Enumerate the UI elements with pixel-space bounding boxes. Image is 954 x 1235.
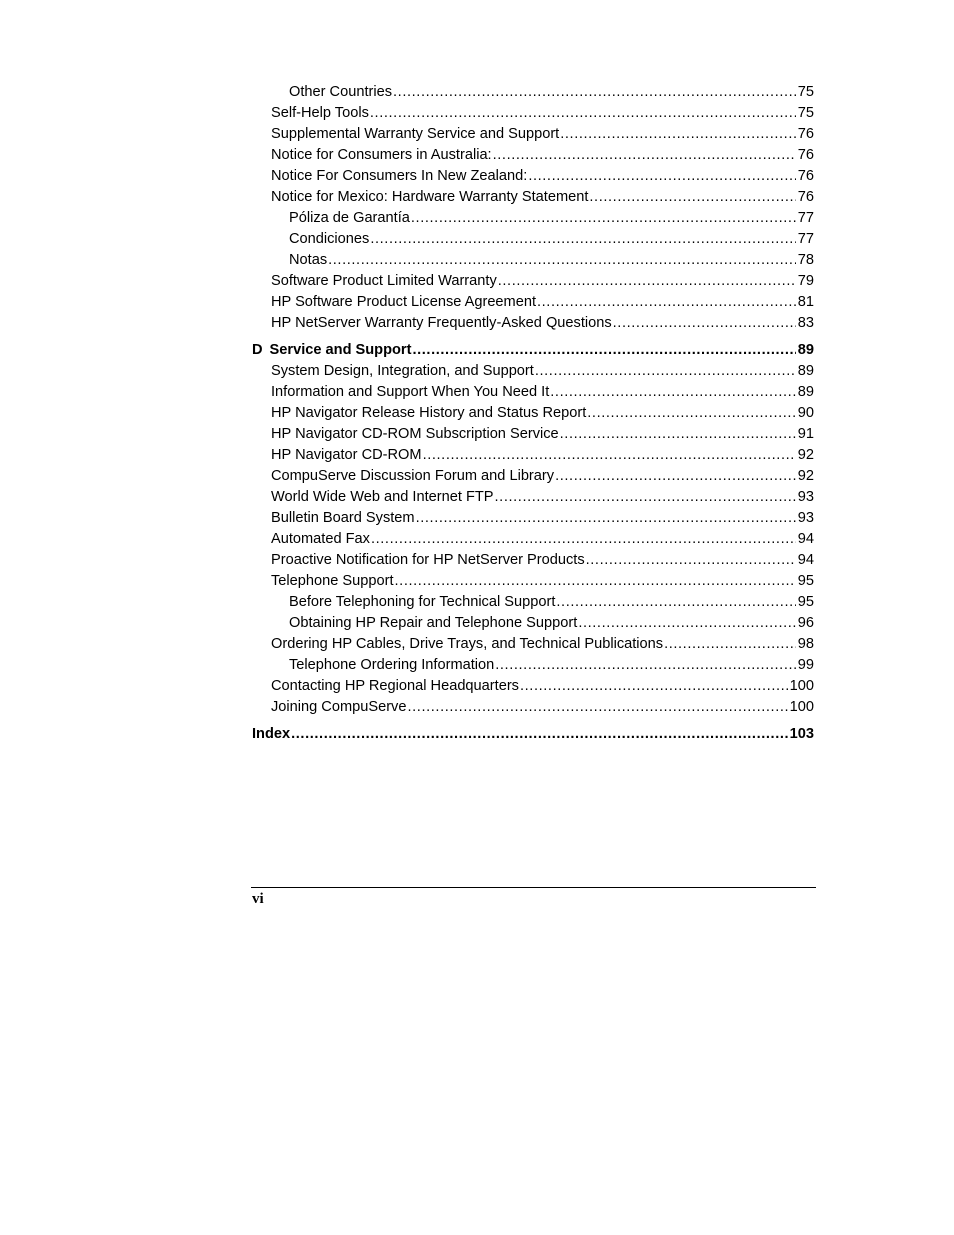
toc-entry[interactable] (252, 361, 814, 382)
toc-page-number: 98 (797, 636, 814, 652)
toc-page-number: 93 (797, 510, 814, 526)
dot-leader (589, 187, 795, 208)
toc-entry-title: Notas (289, 252, 328, 268)
toc-page-number: 103 (789, 726, 814, 742)
toc-entry-title: Software Product Limited Warranty (271, 273, 497, 289)
toc-page-number: 93 (797, 489, 814, 505)
dot-leader (550, 382, 795, 403)
toc-page-number: 77 (797, 231, 814, 247)
toc-entry[interactable] (252, 382, 814, 403)
dot-leader (423, 445, 796, 466)
toc-entry[interactable] (252, 82, 814, 103)
dot-leader (556, 592, 795, 613)
toc-page-number: 76 (797, 189, 814, 205)
dot-leader (664, 634, 796, 655)
dot-leader (416, 508, 796, 529)
toc-entry-title: HP Navigator CD-ROM (271, 447, 422, 463)
toc-entry[interactable] (252, 313, 814, 334)
dot-leader (370, 103, 796, 124)
toc-entry-title: Before Telephoning for Technical Support (289, 594, 556, 610)
toc-entry[interactable] (252, 145, 814, 166)
dot-leader (586, 550, 796, 571)
toc-entry[interactable] (252, 424, 814, 445)
dot-leader (407, 697, 787, 718)
toc-entry-title: Other Countries (289, 84, 393, 100)
toc-entry[interactable] (252, 655, 814, 676)
toc-page-number: 76 (797, 168, 814, 184)
toc-entry-title: Bulletin Board System (271, 510, 415, 526)
toc-page-number: 75 (797, 84, 814, 100)
toc-entry[interactable] (252, 166, 814, 187)
toc-page-number: 94 (797, 531, 814, 547)
toc-entry[interactable] (252, 508, 814, 529)
toc-entry-title: Index (252, 726, 291, 742)
dot-leader (291, 724, 788, 745)
toc-entry-title: Automated Fax (271, 531, 370, 547)
toc-page-number: 89 (797, 363, 814, 379)
toc-entry-title: Ordering HP Cables, Drive Trays, and Technical Publications (271, 636, 664, 652)
toc-entry[interactable] (252, 271, 814, 292)
toc-entry[interactable] (252, 592, 814, 613)
toc-entry[interactable] (252, 550, 814, 571)
dot-leader (411, 208, 796, 229)
toc-chapter-entry[interactable] (252, 340, 814, 361)
toc-entry[interactable] (252, 229, 814, 250)
toc-page-number: 79 (797, 273, 814, 289)
toc-entry[interactable] (252, 697, 814, 718)
toc-page-number: 76 (797, 147, 814, 163)
toc-entry-title: World Wide Web and Internet FTP (271, 489, 494, 505)
toc-page-number: 76 (797, 126, 814, 142)
toc-entry-title: Contacting HP Regional Headquarters (271, 678, 519, 694)
dot-leader (495, 655, 796, 676)
dot-leader (412, 340, 795, 361)
toc-entry-title: Notice for Consumers in Australia: (271, 147, 492, 163)
toc-page-number: 96 (797, 615, 814, 631)
toc-page-number: 91 (797, 426, 814, 442)
toc-page-number: 100 (789, 678, 814, 694)
toc-entry-title: HP Navigator CD-ROM Subscription Service (271, 426, 559, 442)
toc-page-number: 100 (789, 699, 814, 715)
dot-leader (493, 145, 796, 166)
toc-entry[interactable] (252, 529, 814, 550)
toc-entry[interactable] (252, 292, 814, 313)
dot-leader (393, 82, 796, 103)
toc-entry[interactable] (252, 445, 814, 466)
toc-chapter-letter: D (252, 342, 263, 358)
dot-leader (555, 466, 796, 487)
dot-leader (560, 424, 796, 445)
toc-entry[interactable] (252, 103, 814, 124)
toc-entry-title: Service and Support (269, 342, 412, 358)
page-number: vi (252, 891, 264, 907)
toc-page-number: 89 (797, 384, 814, 400)
toc-entry[interactable] (252, 208, 814, 229)
toc-entry[interactable] (252, 250, 814, 271)
dot-leader (578, 613, 795, 634)
toc-page-number: 90 (797, 405, 814, 421)
dot-leader (371, 529, 796, 550)
toc-entry-title: Póliza de Garantía (289, 210, 410, 226)
dot-leader (370, 229, 795, 250)
toc-entry-title: Joining CompuServe (271, 699, 407, 715)
toc-entry[interactable] (252, 634, 814, 655)
toc-entry[interactable] (252, 613, 814, 634)
dot-leader (613, 313, 796, 334)
toc-page-number: 75 (797, 105, 814, 121)
toc-page-number: 92 (797, 447, 814, 463)
toc-entry-title: HP Navigator Release History and Status Report (271, 405, 587, 421)
toc-entry-title: Condiciones (289, 231, 370, 247)
dot-leader (528, 166, 795, 187)
toc-entry[interactable] (252, 571, 814, 592)
dot-leader (498, 271, 796, 292)
dot-leader (395, 571, 796, 592)
table-of-contents (252, 82, 814, 745)
toc-entry[interactable] (252, 676, 814, 697)
dot-leader (537, 292, 796, 313)
toc-page-number: 95 (797, 573, 814, 589)
toc-entry-title: Proactive Notification for HP NetServer Products (271, 552, 585, 568)
toc-chapter-entry[interactable] (252, 724, 814, 745)
toc-entry-title: Information and Support When You Need It (271, 384, 550, 400)
toc-entry-title: Notice for Mexico: Hardware Warranty Statement (271, 189, 589, 205)
toc-entry-title: HP NetServer Warranty Frequently-Asked Questions (271, 315, 612, 331)
footer-divider (251, 887, 816, 888)
toc-entry[interactable] (252, 403, 814, 424)
toc-entry[interactable] (252, 487, 814, 508)
dot-leader (328, 250, 796, 271)
toc-entry-title: HP Software Product License Agreement (271, 294, 536, 310)
dot-leader (535, 361, 796, 382)
toc-entry[interactable] (252, 187, 814, 208)
toc-entry[interactable] (252, 124, 814, 145)
toc-page-number: 83 (797, 315, 814, 331)
toc-page-number: 78 (797, 252, 814, 268)
toc-entry-title: System Design, Integration, and Support (271, 363, 534, 379)
dot-leader (560, 124, 796, 145)
dot-leader (520, 676, 788, 697)
toc-entry-title: Supplemental Warranty Service and Support (271, 126, 560, 142)
toc-entry-title: Notice For Consumers In New Zealand: (271, 168, 528, 184)
toc-entry-title: Telephone Ordering Information (289, 657, 495, 673)
toc-entry-title: CompuServe Discussion Forum and Library (271, 468, 555, 484)
dot-leader (495, 487, 796, 508)
dot-leader (587, 403, 795, 424)
toc-page-number: 95 (797, 594, 814, 610)
toc-page-number: 89 (797, 342, 814, 358)
toc-entry-title: Obtaining HP Repair and Telephone Support (289, 615, 578, 631)
toc-entry-title: Telephone Support (271, 573, 394, 589)
toc-page-number: 77 (797, 210, 814, 226)
toc-page-number: 94 (797, 552, 814, 568)
toc-entry[interactable] (252, 466, 814, 487)
toc-page-number: 92 (797, 468, 814, 484)
toc-page-number: 81 (797, 294, 814, 310)
toc-entry-title: Self-Help Tools (271, 105, 369, 121)
toc-page-number: 99 (797, 657, 814, 673)
